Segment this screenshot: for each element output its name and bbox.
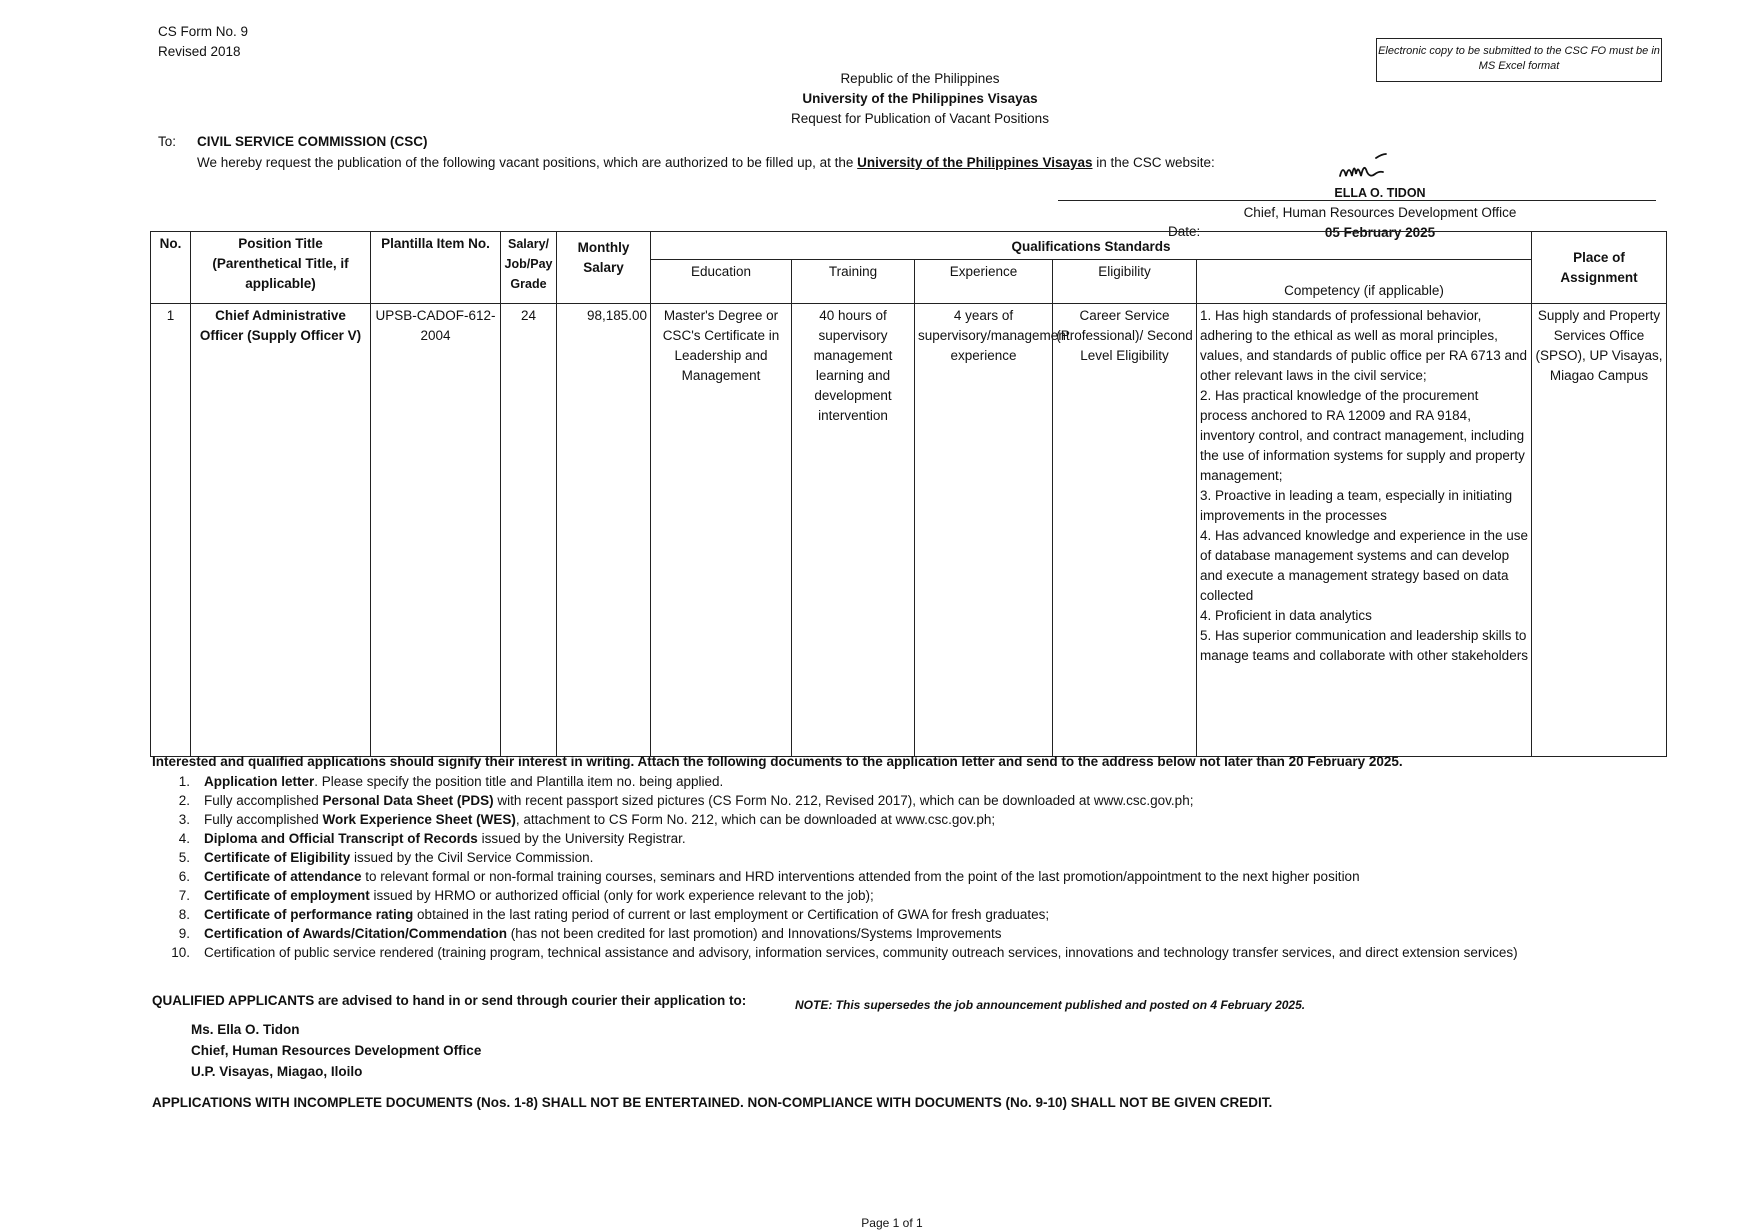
date-value: 05 February 2025	[1324, 225, 1436, 240]
row-no: 1	[151, 304, 191, 757]
competency-item: 4. Proficient in data analytics	[1200, 608, 1372, 623]
header-plantilla: Plantilla Item No.	[371, 232, 501, 304]
signatory-title: Chief, Human Resources Development Office	[1243, 205, 1517, 220]
header-monthly-salary: Monthly Salary	[557, 232, 651, 304]
request-text-after: in the CSC website:	[1092, 155, 1215, 170]
competency-item: 2. Has practical knowledge of the procurement process anchored to RA 12009 and RA 9184, inventory control, and contract management, including the use of information systems for supply and property management;	[1200, 388, 1525, 483]
request-sentence	[197, 155, 1215, 170]
list-item: 6. Certificate of attendance to relevant formal or non-formal training courses, seminars and HRD interventions attended from the point of the last promotion/appointment to the next higher position	[178, 869, 1360, 884]
row-place: Supply and Property Services Office (SPSO), UP Visayas, Miagao Campus	[1532, 304, 1667, 757]
address-location: U.P. Visayas, Miagao, Iloilo	[191, 1064, 363, 1079]
list-item: 3. Fully accomplished Work Experience Sheet (WES), attachment to CS Form No. 212, which can be downloaded at www.csc.gov.ph;	[178, 812, 996, 827]
form-number: CS Form No. 9	[158, 24, 249, 39]
signature-mark	[1336, 152, 1396, 184]
signatory-name: ELLA O. TIDON	[1334, 186, 1426, 200]
header-eligibility: Eligibility	[1053, 260, 1197, 304]
signature-line	[1058, 200, 1656, 201]
address-block	[191, 1019, 481, 1082]
row-competency	[1197, 304, 1532, 757]
header-salary-grade: Salary/ Job/Pay Grade	[501, 232, 557, 304]
date-label: Date:	[1168, 224, 1201, 239]
table-row	[151, 304, 1667, 757]
requirements-list	[160, 772, 1660, 962]
header-experience: Experience	[915, 260, 1053, 304]
address-title: Chief, Human Resources Development Office	[191, 1043, 482, 1058]
final-warning: APPLICATIONS WITH INCOMPLETE DOCUMENTS (Nos. 1-8) SHALL NOT BE ENTERTAINED. NON-COMPLIANCE WITH DOCUMENTS (No. 9-10) SHALL NOT BE GIVEN CREDIT.	[152, 1095, 1273, 1110]
row-monthly-salary: 98,185.00	[557, 304, 651, 757]
instructions: Interested and qualified applications should signify their interest in writing. Attach the following documents to the application letter and send to the address below not later than 20 February 2025.	[152, 754, 1403, 769]
header-no: No.	[151, 232, 191, 304]
form-revision: Revised 2018	[158, 44, 241, 59]
competency-item: 4. Has advanced knowledge and experience in the use of database management systems and can develop and execute a management strategy based on data collected	[1200, 528, 1528, 603]
document-header	[720, 69, 1120, 129]
row-plantilla: UPSB-CADOF-612-2004	[371, 304, 501, 757]
header-qualifications: Qualifications Standards	[651, 232, 1532, 260]
vacancy-table	[150, 231, 1667, 757]
competency-item: 5. Has superior communication and leadership skills to manage teams and collaborate with other stakeholders	[1200, 628, 1528, 663]
list-item: 1. Application letter. Please specify the position title and Plantilla item no. being applied.	[178, 774, 724, 789]
list-item: 5. Certificate of Eligibility issued by the Civil Service Commission.	[178, 850, 594, 865]
list-item: 8. Certificate of performance rating obtained in the last rating period of current or last employment or Certification of GWA for fresh graduates;	[178, 907, 1050, 922]
header-training: Training	[792, 260, 915, 304]
list-item: 9. Certification of Awards/Citation/Commendation (has not been credited for last promotion) and Innovations/Systems Improvements	[178, 926, 1002, 941]
list-item: 7. Certificate of employment issued by HRMO or authorized official (only for work experience relevant to the job);	[178, 888, 874, 903]
electronic-copy-note: Electronic copy to be submitted to the CSC FO must be in MS Excel format	[1376, 38, 1662, 82]
form-info	[158, 22, 248, 62]
competency-item: 1. Has high standards of professional behavior, adhering to the ethical as well as moral principles, values, and standards of public office per RA 6713 and other relevant laws in the civil service;	[1200, 308, 1527, 383]
competency-item: 3. Proactive in leading a team, especially in initiating improvements in the processes	[1200, 488, 1513, 523]
row-salary-grade: 24	[501, 304, 557, 757]
request-text-before: We hereby request the publication of the following vacant positions, which are authorized to be filled up, at the	[197, 155, 858, 170]
row-training: 40 hours of supervisory management learning and development intervention	[792, 304, 915, 757]
supersede-note: NOTE: This supersedes the job announcement published and posted on 4 February 2025.	[795, 998, 1306, 1012]
header-position-title: Position Title (Parenthetical Title, if applicable)	[191, 232, 371, 304]
republic-label: Republic of the Philippines	[840, 71, 1000, 86]
header-place: Place of Assignment	[1532, 232, 1667, 304]
header-competency: Competency (if applicable)	[1197, 260, 1532, 304]
list-item: 10. Certification of public service rendered (training program, technical assistance and advisory, information services, community outreach services, innovations and technology transfer services, and direct extension services)	[171, 945, 1518, 960]
to-label: To:	[158, 134, 177, 149]
document-subject: Request for Publication of Vacant Positions	[791, 111, 1049, 126]
row-experience: 4 years of supervisory/management experience	[915, 304, 1053, 757]
list-item: 2. Fully accomplished Personal Data Sheet (PDS) with recent passport sized pictures (CS Form No. 212, Revised 2017), which can be downloaded at www.csc.gov.ph;	[178, 793, 1194, 808]
row-position-title: Chief Administrative Officer (Supply Officer V)	[191, 304, 371, 757]
page-number: Page 1 of 1	[861, 1216, 923, 1230]
header-education: Education	[651, 260, 792, 304]
qualified-note: QUALIFIED APPLICANTS are advised to hand in or send through courier their application to:	[152, 993, 747, 1008]
row-education: Master's Degree or CSC's Certificate in Leadership and Management	[651, 304, 792, 757]
university-name: University of the Philippines Visayas	[802, 91, 1038, 106]
recipient: CIVIL SERVICE COMMISSION (CSC)	[197, 134, 428, 149]
row-eligibility: Career Service (Professional)/ Second Level Eligibility	[1053, 304, 1197, 757]
list-item: 4. Diploma and Official Transcript of Records issued by the University Registrar.	[178, 831, 686, 846]
address-name: Ms. Ella O. Tidon	[191, 1022, 300, 1037]
request-agency: University of the Philippines Visayas	[857, 155, 1093, 170]
